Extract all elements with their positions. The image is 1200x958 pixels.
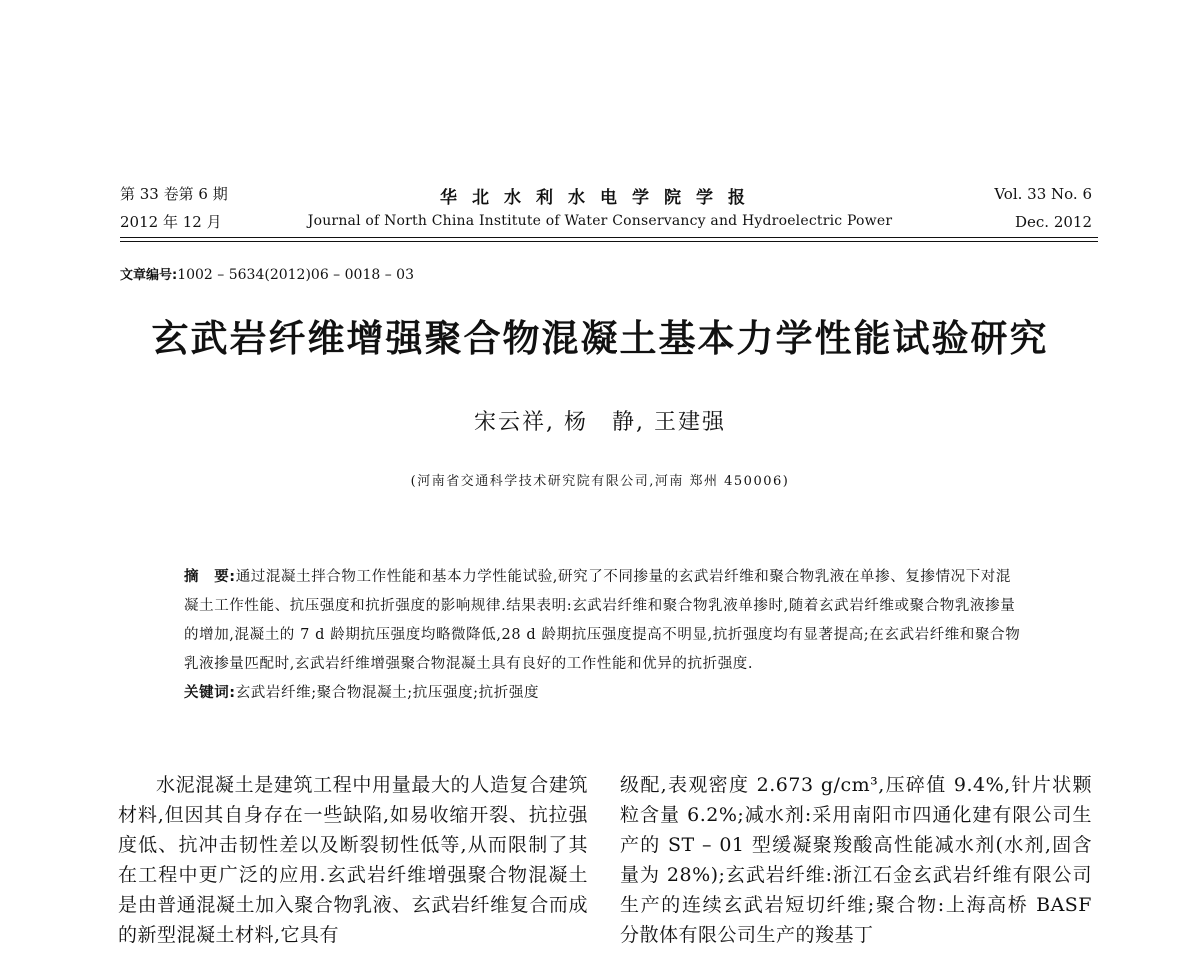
body-paragraph-left: 水泥混凝土是建筑工程中用量最大的人造复合建筑材料,但因其自身存在一些缺陷,如易收缩开裂、抗拉强度低、抗冲击韧性差以及断裂韧性低等,从而限制了其在工程中更广泛的应用.玄武岩纤维增强聚合物混凝土是由普通混凝土加入聚合物乳液、玄武岩纤维复合而成的新型混凝土材料,它具有 bbox=[118, 774, 588, 946]
journal-name-en: Journal of North China Institute of Water Conservancy and Hydroelectric Power bbox=[307, 213, 893, 229]
header-rule-top bbox=[120, 237, 1098, 238]
article-id-value: 1002 – 5634(2012)06 – 0018 – 03 bbox=[177, 267, 414, 283]
abstract-block bbox=[184, 563, 1024, 708]
keywords-text: 玄武岩纤维;聚合物混凝土;抗压强度;抗折强度 bbox=[235, 685, 540, 701]
body-column-left bbox=[118, 770, 588, 950]
authors: 宋云祥, 杨 静, 王建强 bbox=[474, 410, 726, 435]
header-volume-issue: 第 33 卷第 6 期 bbox=[120, 185, 228, 203]
abstract-label: 摘 要: bbox=[184, 569, 236, 585]
journal-name-cn: 华北水利水电学院学报 bbox=[440, 188, 760, 208]
abstract-text: 通过混凝土拌合物工作性能和基本力学性能试验,研究了不同掺量的玄武岩纤维和聚合物乳液在单掺、复掺情况下对混凝土工作性能、抗压强度和抗折强度的影响规律.结果表明:玄武岩纤维和聚合物乳液单掺时,随着玄武岩纤维或聚合物乳液掺量的增加,混凝土的 7 d 龄期抗压强度均略微降低,28 d 龄期抗压强度提高不明显,抗折强度均有显著提高;在玄武岩纤维和聚合物乳液掺量匹配时,玄武岩纤维增强聚合物混凝土具有良好的工作性能和优异的抗折强度. bbox=[184, 569, 1021, 672]
header-rule-bottom bbox=[120, 241, 1098, 242]
affiliation: (河南省交通科学技术研究院有限公司,河南 郑州 450006) bbox=[410, 474, 790, 489]
paper-title: 玄武岩纤维增强聚合物混凝土基本力学性能试验研究 bbox=[151, 317, 1049, 360]
header-date-cn: 2012 年 12 月 bbox=[120, 213, 222, 231]
keywords-label: 关键词: bbox=[184, 685, 236, 701]
abstract bbox=[184, 563, 1024, 679]
header-date-en: Dec. 2012 bbox=[1014, 213, 1092, 231]
body-paragraph-right: 级配,表观密度 2.673 g/cm³,压碎值 9.4%,针片状颗粒含量 6.2%;减水剂:采用南阳市四通化建有限公司生产的 ST – 01 型缓凝聚羧酸高性能减水剂(水剂,固含量为 28%);玄武岩纤维:浙江石金玄武岩纤维有限公司生产的连续玄武岩短切纤维;聚合物:上海高桥 BASF 分散体有限公司生产的羧基丁 bbox=[620, 774, 1092, 946]
article-id-label: 文章编号: bbox=[120, 268, 178, 283]
body-column-right bbox=[620, 770, 1092, 950]
header-volume-en: Vol. 33 No. 6 bbox=[994, 185, 1092, 203]
article-id bbox=[120, 264, 414, 283]
keywords bbox=[184, 679, 1024, 708]
